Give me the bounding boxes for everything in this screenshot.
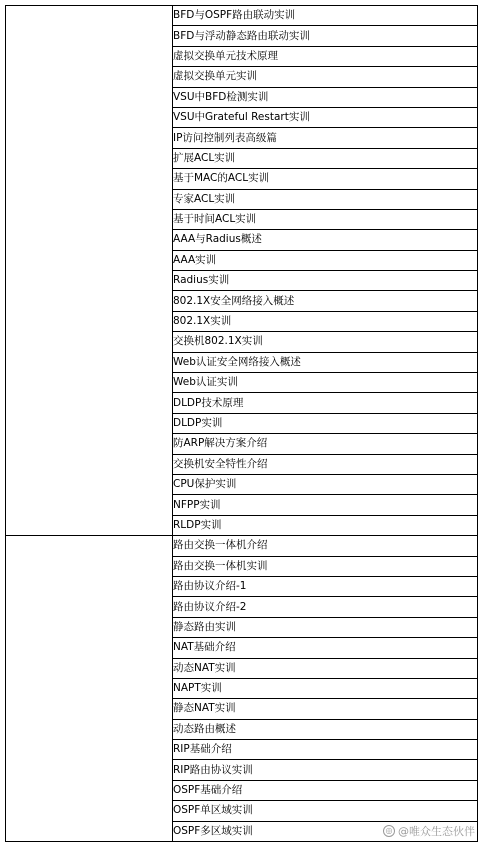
watermark-text: @唯众生态伙伴: [398, 825, 475, 838]
topic-cell: OSPF基础介绍: [173, 780, 478, 800]
curriculum-table-body: [6, 6, 478, 842]
topic-cell: AAA实训: [173, 250, 478, 270]
topic-cell: 虚拟交换单元技术原理: [173, 46, 478, 66]
watermark: [383, 823, 475, 839]
topic-cell: 静态NAT实训: [173, 699, 478, 719]
topic-cell: 基于MAC的ACL实训: [173, 169, 478, 189]
topic-cell: VSU中Grateful Restart实训: [173, 107, 478, 127]
topic-cell: OSPF单区域实训: [173, 801, 478, 821]
topic-cell: DLDP实训: [173, 413, 478, 433]
topic-cell: 路由交换一体机实训: [173, 556, 478, 576]
topic-cell: NFPP实训: [173, 495, 478, 515]
watermark-logo-icon: ◎: [383, 825, 395, 837]
topic-cell: OSPF多区域实训: [173, 821, 478, 841]
topic-cell: RLDP实训: [173, 515, 478, 535]
topic-cell: VSU中BFD检测实训: [173, 87, 478, 107]
topic-cell: NAT基础介绍: [173, 638, 478, 658]
topic-cell: 扩展ACL实训: [173, 148, 478, 168]
topic-cell: 交换机安全特性介绍: [173, 454, 478, 474]
topic-cell: 虚拟交换单元实训: [173, 67, 478, 87]
table-row: [6, 536, 478, 556]
topic-cell: 路由协议介绍-1: [173, 576, 478, 596]
topic-cell: 专家ACL实训: [173, 189, 478, 209]
topic-cell: Radius实训: [173, 271, 478, 291]
topic-cell: IP访问控制列表高级篇: [173, 128, 478, 148]
topic-cell: 路由协议介绍-2: [173, 597, 478, 617]
topic-cell: 802.1X实训: [173, 311, 478, 331]
topic-cell: 802.1X安全网络接入概述: [173, 291, 478, 311]
curriculum-table: [5, 5, 478, 842]
table-row: [6, 6, 478, 26]
topic-cell: BFD与浮动静态路由联动实训: [173, 26, 478, 46]
section2-category-cell: [6, 536, 173, 842]
topic-cell: 路由交换一体机介绍: [173, 536, 478, 556]
topic-cell: RIP路由协议实训: [173, 760, 478, 780]
topic-cell: BFD与OSPF路由联动实训: [173, 6, 478, 26]
topic-cell: NAPT实训: [173, 678, 478, 698]
topic-cell: 交换机802.1X实训: [173, 332, 478, 352]
topic-cell: 基于时间ACL实训: [173, 209, 478, 229]
topic-cell: Web认证安全网络接入概述: [173, 352, 478, 372]
topic-cell: 防ARP解决方案介绍: [173, 434, 478, 454]
topic-cell: CPU保护实训: [173, 474, 478, 494]
topic-cell: 静态路由实训: [173, 617, 478, 637]
topic-cell: AAA与Radius概述: [173, 230, 478, 250]
topic-cell: Web认证实训: [173, 373, 478, 393]
topic-cell: RIP基础介绍: [173, 740, 478, 760]
topic-cell: 动态路由概述: [173, 719, 478, 739]
topic-cell: 动态NAT实训: [173, 658, 478, 678]
section1-category-cell: [6, 6, 173, 536]
topic-cell: DLDP技术原理: [173, 393, 478, 413]
